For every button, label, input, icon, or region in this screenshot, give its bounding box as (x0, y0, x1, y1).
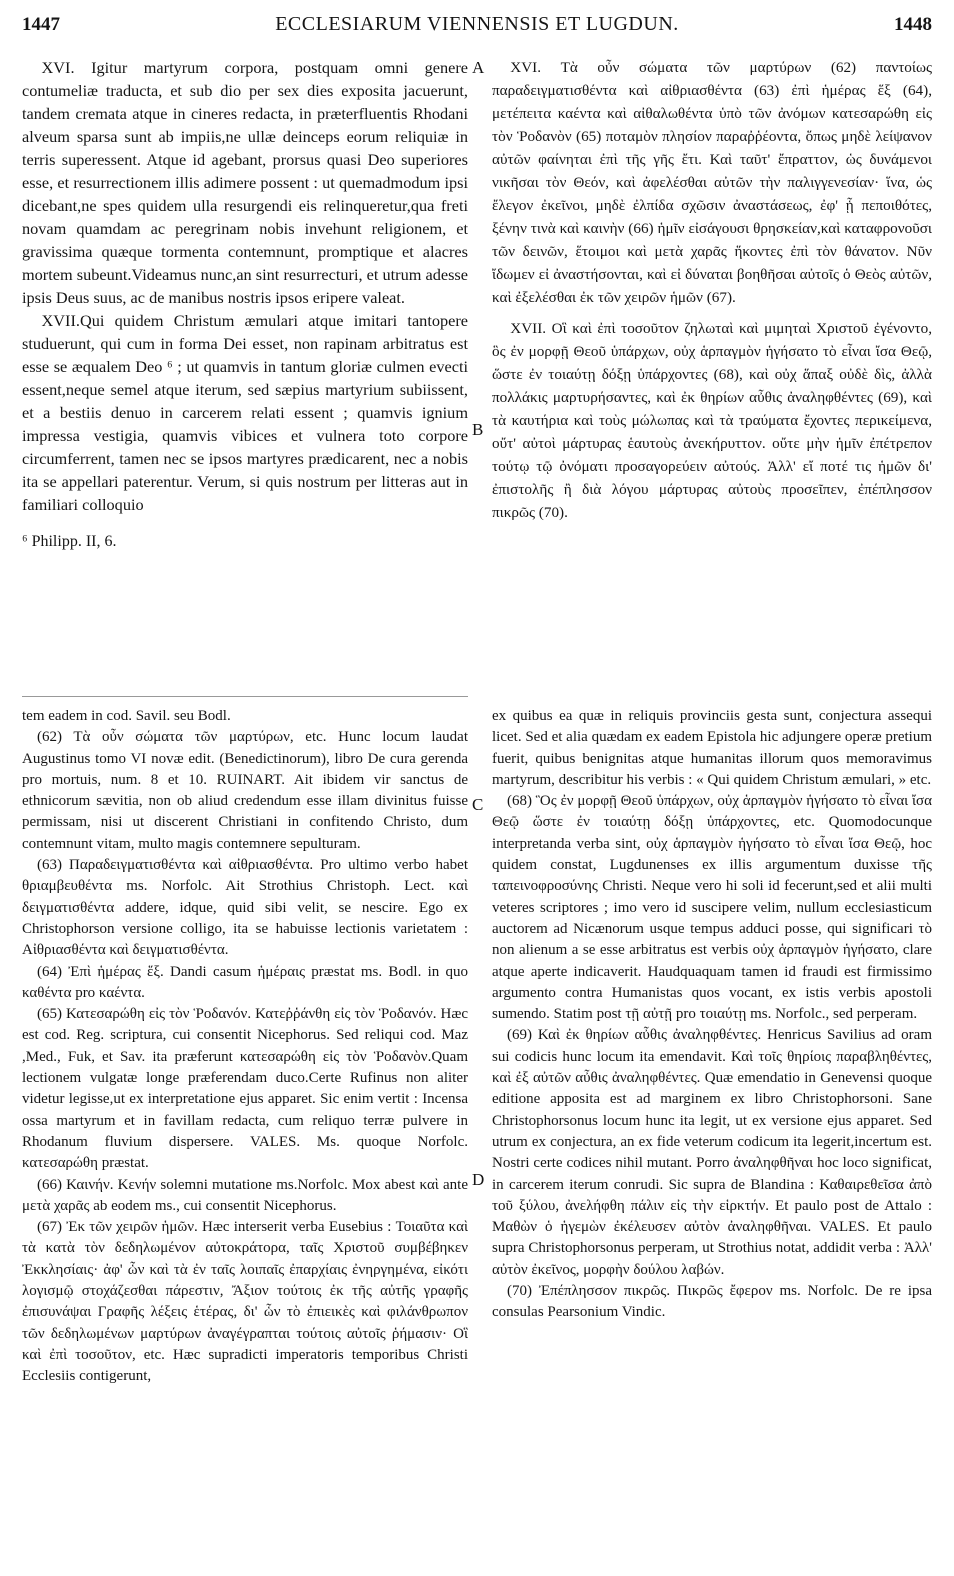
latin-paragraph-xvi: XVI. Igitur martyrum corpora, postquam omni genere contumeliæ traducta, et sub dio per sex dies exposita jacuerunt, tandem cremata atque in cineres redacta, in præterfluentis Rhodani alveum sparsa sunt ab impiis,ne ullæ deinceps eorum reliquiæ in terris superessent. Atque id agebant, prorsus quasi Deo superiores esse, et resurrectionem illis adimere possent : ut quemadmodum ipsi dicebant,ne spes quidem ulla resurgendi eis relinqueretur,qua freti novam quamdam ac peregrinam nobis invehunt religionem, et gravissima quæque tormenta contemnunt, promptique et alacres mortem subeunt.Videamus nunc,an sint resurrecturi, et utrum adesse ipsis Deus suus, ac de manibus nostris ipsos eripere valeat. (22, 58, 468, 307)
footnote: ⁶ Philipp. II, 6. (22, 533, 117, 550)
notes-column-right (492, 706, 932, 1566)
greek-paragraph-xvii: XVII. Οἳ καὶ ἐπὶ τοσοῦτον ζηλωταὶ καὶ μιμηταὶ Χριστοῦ ἐγένοντο, ὃς ἐν μορφῇ Θεοῦ ὑπάρχων, οὐχ ἁρπαγμὸν ἡγήσατο τὸ εἶναι ἴσα Θεῷ, ὥστε ἐν τοιαύτῃ δόξῃ ὑπάρχοντες (68), καὶ οὐχ ἅπαξ οὐδὲ δὶς, ἀλλὰ πολλάκις μαρτυρήσαντες, καὶ ἐκ θηρίων αὖθις ἀναληφθέντες (69), καὶ τὰ καυτήρια καὶ τοὺς μώλωπας καὶ τὰ τραύματα ἔχοντες περικείμενα, οὔτ' αὐτοὶ μάρτυρας ἑαυτοὺς ἀνεκήρυττον. οὔτε μὴν ἡμῖν ἐπέτρεπον τούτῳ τῷ ὀνόματι προσαγορεύειν αὐτούς. Ἀλλ' εἴ ποτέ τις ἡμῶν δι' ἐπιστολῆς ἢ διὰ λόγου μάρτυρας αὐτοὺς προσεῖπεν, ἐπέπλησσον πικρῶς (70). (492, 320, 932, 521)
note-62: (62) Τὰ οὖν σώματα τῶν μαρτύρων, etc. Hunc locum laudat Augustinus tomo VI novæ edit. (Benedictinorum), libro De cura gerenda pro mortuis, num. 8 et 10. RUINART. Ait ibidem vir sanctus de ethnicorum sævitia, non ob aliud credendum esse illam divinitus fuisse permissam, nisi ut discerent Christiani in confitendo Christo, dum contemnunt vitam, multo magis contemnere sepulturam. (22, 729, 468, 852)
running-header (22, 10, 932, 44)
note-63: (63) Παραδειγματισθέντα καὶ αἰθριασθέντα. Pro ultimo verbo habet θριαμβευθέντα ms. Norfolc. Ait Strothius Christoph. Lect. καὶ δειγματισθέντα addere, idque, quid sibi velit, se nescire. Ego ex Christophorson versione colligo, ita se habuisse lectionis varietatem : Αἰθριασθέντα καὶ δειγματισθέντα. (22, 857, 468, 959)
note-65: (65) Κατεσαρώθη εἰς τὸν Ῥοδανόν. Κατεῤῥάνθη εἰς τὸν Ῥοδανόν. Hæc est cod. Reg. scriptura, cui consentit Nicephorus. Sed reliqui cod. Maz ,Med., Fuk, et Sav. ita præferunt κατεσαρώθη εἰς τὸν Ῥοδανὸν.Quam lectionem vulgatæ longe præferendam duco.Certe Rufinus non aliter videtur legisse,ut ex interpretatione ejus apparet. Sic enim vertit : Incensa ossa martyrum et in favillam redacta, cum reliquo terræ pulvere in Rhodanum fluvium dispersere. VALES. Ms. quoque Norfolc. κατεσαρώθη præstat. (22, 1006, 468, 1172)
page-number-right: 1448 (894, 14, 932, 35)
running-title: ECCLESIARUM VIENNENSIS ET LUGDUN. (275, 13, 679, 35)
note-70: (70) Ἐπέπλησσον πικρῶς. Πικρῶς ἔφερον ms. Norfolc. De re ipsa consulas Pearsonium Vindic. (492, 1283, 932, 1321)
page-number-left: 1447 (22, 14, 60, 35)
margin-marker-c: C (472, 795, 484, 814)
notes-column-left (22, 706, 468, 1566)
greek-column (492, 56, 932, 676)
margin-marker-d: D (472, 1170, 485, 1189)
note-68: (68) Ὃς ἐν μορφῇ Θεοῦ ὑπάρχων, οὐχ ἁρπαγμὸν ἡγήσατο τὸ εἶναι ἴσα Θεῷ ὥστε ἐν τοιαύτῃ δόξῃ ὑπάρχοντες, etc. Quomodocunque interpretanda verba sint, οὐχ ἁρπαγμὸν ἡγήσατο τὸ εἶναι ἴσα Θεῷ, hoc quidem constat, Lugdunenses ex illis argumentum duxisse τῆς ταπεινοφροσύνης Christi. Neque vero hi soli id fecerunt,sed et alii multi veteres scriptores ; imo vero id suscipere velim, nullum ecclesiasticum auctorem ad Nicænorum usque tempus adduci posse, qui significari τὸ non alienum a se esse arbitratus est verbis οὐχ ἁρπαγμὸν ἡγήσατο, clare atque aperte indicaverit. Haudquaquam tamen id fraudi est firmissimo argumento contra Humanistas quos vocant, ex istis verbis apostoli sumendo. Statim post τῇ αὐτῇ pro τοιαύτῃ ms. Norfolc., sed perperam. (492, 793, 932, 1023)
latin-paragraph-xvii: XVII.Qui quidem Christum æmulari atque imitari tantopere studuerunt, qui cum in forma Dei esset, non rapinam arbitratus est esse se æqualem Deo ⁶ ; ut quamvis in tantum gloriæ culmen evecti essent,neque semel atque iterum, sed sæpius martyrium subiissent, et a bestiis denuo in carcerem relati essent ; quamvis ignium impressa vestigia, quamvis vibices et vulnera toto corpore circumferrent, tamen nec se ipsos martyres prædicarent, nec a nobis ita se appellari paterentur. Verum, si quis nostrum per litteras aut in familiari colloquio (22, 311, 468, 514)
note-69: (69) Καὶ ἐκ θηρίων αὖθις ἀναληφθέντες. Henricus Savilius ad oram sui codicis hunc locum ita emendavit. Καὶ τοῖς θηρίοις παραβληθέντες, καὶ ἐξ αὐτῶν αὖθις ἀναληφθέντες. Quæ emendatio in Genevensi quoque editione apposita est ad marginem ex libro Christophorsoni. Sane Christophorsonus locum hunc ita legit, ut ex versione ejus apparet. Sed utrum ex conjectura, an ex fide veterum codicum ita legerit,incertum est. Nostri certe codices nihil mutant. Porro ἀναληφθῆναι hoc loco significat, in carcerem iterum conrudi. Sic supra de Blandina : Καθαιρεθεῖσα ἀπὸ τοῦ ξύλου, ἀνελήφθη πάλιν εἰς τὴν εἱρκτήν. Et paulo post de Attalo : Μαθὼν ὁ ἡγεμὼν ἐκέλευσεν αὐτὸν ἀναληφθῆναι. VALES. Et paulo supra Christophorsonus perperam, ut Strothius notat, addidit verba : Ἀλλ' αὐτὸν ἐκεῖνος, μορφὴν δούλου λαβών. (492, 1027, 932, 1278)
note-66: (66) Καινήν. Κενήν solemni mutatione ms.Norfolc. Mox abest καὶ ante μετὰ χαρᾶς ab eodem ms., cui consentit Nicephorus. (22, 1176, 468, 1214)
note-continuation: tem eadem in cod. Savil. seu Bodl. (22, 708, 231, 724)
note-67-continuation: ex quibus ea quæ in reliquis provinciis gesta sunt, conjectura assequi licet. Sed et alia quædam ex eadem Epistola hic adjungere operæ pretium fuerit, quibus benignitas atque humanitas illorum quos memoravimus martyrum, describitur his verbis : « Qui quidem Christum æmulari, » etc. (492, 708, 932, 788)
greek-paragraph-xvi: XVI. Τὰ οὖν σώματα τῶν μαρτύρων (62) παντοίως παραδειγματισθέντα καὶ αἰθριασθέντα (63) ἐπὶ ἡμέρας ἕξ (64), μετέπειτα καέντα καὶ αἰθαλωθέντα ὑπὸ τῶν ἀνόμων κατεσαρώθη εἰς τὸν Ῥοδανὸν (65) ποταμὸν πλησίον παραῤῥέοντα, ὅπως μηδὲ λείψανον αὐτῶν φαίνηται ἐπὶ τῆς γῆς ἔτι. Καὶ ταῦτ' ἔπραττον, ὡς δυνάμενοι νικῆσαι τὸν Θεόν, καὶ ἀφελέσθαι αὐτῶν τὴν παλιγγενεσίαν· ἵνα, ὡς ἔλεγον ἐκεῖνοι, μηδὲ ἐλπίδα σχῶσιν ἀναστάσεως, ἐφ' ᾗ πεποιθότες, ξένην τινὰ καὶ καινὴν (66) ἡμῖν εἰσάγουσι θρησκείαν,καὶ καταφρονοῦσι τῶν δεινῶν, ἕτοιμοι καὶ μετὰ χαρᾶς ἥκοντες ἐπὶ τὸν θάνατον. Νῦν ἴδωμεν εἰ ἀναστήσονται, καὶ εἰ δύναται βοηθῆσαι αὐτοῖς ὁ Θεὸς αὐτῶν, καὶ ἐξελέσθαι ἐκ τῶν χειρῶν ἡμῶν (67). (492, 59, 932, 306)
note-67: (67) Ἐκ τῶν χειρῶν ἡμῶν. Hæc interserit verba Eusebius : Τοιαῦτα καὶ τὰ κατὰ τὸν δεδηλωμένον αὐτοκράτορα, ταῖς Χριστοῦ συμβέβηκεν Ἐκκλησίαις· ἀφ' ὧν καὶ τὰ ἐν ταῖς λοιπαῖς ἐπαρχίαις ἐνηργημένα, εἰκότι λογισμῷ στοχάζεσθαι πάρεστιν, Ἄξιον τούτοις ἐκ τῆς αὐτῆς γραφῆς ἐπισυνάψαι Γραφῆς λέξεις ἑτέρας, δι' ὧν τὸ ἐπιεικὲς καὶ φιλάνθρωπον τῶν δεδηλωμένων μαρτύρων ἀναγέγραπται τούτοις αὐτοῖς ῥήμασιν· Οἳ καὶ ἐπὶ τοσοῦτον, etc. Hæc supradicti imperatoris temporibus Christi Ecclesiis contigerunt, (22, 1219, 468, 1385)
margin-marker-a: A (472, 58, 485, 77)
footnote-rule (22, 696, 468, 697)
margin-marker-b: B (472, 420, 484, 439)
latin-column (22, 56, 468, 676)
note-64: (64) Ἐπὶ ἡμέρας ἕξ. Dandi casum ἡμέραις præstat ms. Bodl. in quo καθέντα pro καέντα. (22, 963, 468, 1001)
